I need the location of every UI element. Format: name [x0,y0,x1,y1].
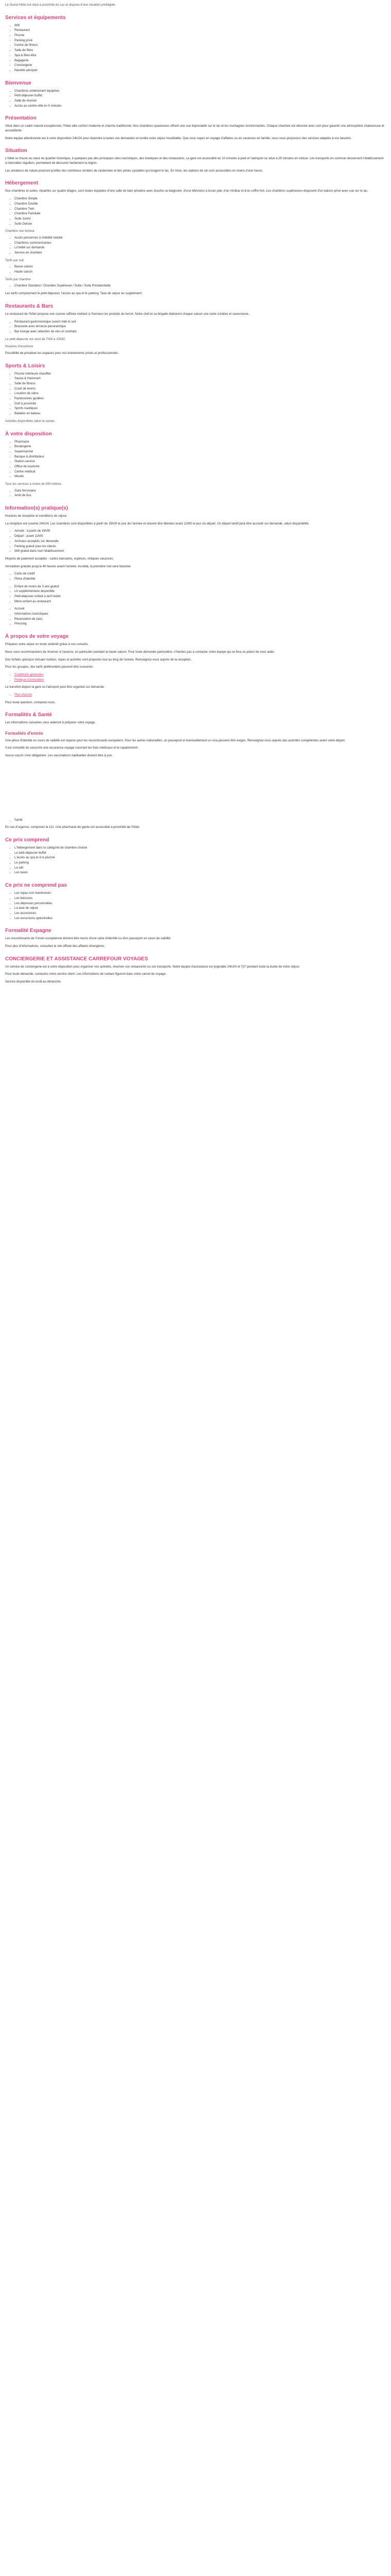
paragraph: Pour toute demande, contactez notre service client. Les informations de contact figurent dans votre carnet de voyage. [5,973,167,976]
section-title-included: Ce prix comprend [5,837,50,843]
list-item: • Accès au centre-ville en 5 minutes [14,104,386,109]
list-item: • Court de tennis [14,387,386,392]
list-item: • Petit-déjeuner buffet [14,94,386,98]
room-features-list [5,236,386,256]
spacer [5,761,386,818]
section-title-bienvenue: Bienvenue [5,80,31,86]
list-item: • Spa & Bien-être [14,54,386,58]
paragraph: Il est conseillé de souscrire une assurance voyage couvrant les frais médicaux et le rapatriement. [5,747,139,750]
list-item: • Boulangerie [14,445,386,449]
list-item: • Menu enfant au restaurant [14,600,386,604]
list-item: • Haute saison [14,270,386,275]
cancellation-link[interactable]: • Politique d'annulation [14,678,386,683]
list-item: • Chambre Standard / Chambre Supérieure / Suite / Suite Présidentielle [14,284,386,289]
section-title-apropos: À propos de votre voyage [5,634,69,640]
list-item: • Chambre Twin [14,207,386,212]
note: Tous les services à moins de 500 mètres. [5,483,62,486]
pratiques-list-c [5,585,386,604]
paragraph: Nos chambres et suites, réparties sur quatre étages, sont toutes équipées d'une salle de bain privative avec douche ou baignoire, d'une télévision à écran plat, d'un minibar et d'un coffre-fort. Les chambres supérieures disposent d'un balcon privé avec vue sur le lac. [5,190,368,193]
paragraph: Horaires de réception et conditions de séjour. [5,515,68,518]
list-item: • Chambres communicantes [14,241,386,246]
list-item: • Gare ferroviaire [14,489,386,494]
list-item: • Piscine [14,33,386,38]
paragraph: Nous vous recommandons de réserver à l'avance, en particulier pendant la haute saison. Pour toute demande particulière, n'hésitez pas à contacter notre équipe qui se fera un plaisir de vous aider. [5,650,275,654]
list-item: • Salle de fêtes [14,48,386,53]
list-item: • Pièce d'identité [14,577,386,582]
list-item: • Petit-déjeuner enfant à tarif réduit [14,595,386,599]
list-item: • Station-service [14,460,386,464]
section-title-presentation: Présentation [5,115,37,122]
paragraph: Pour toute question, contactez-nous. [5,701,56,704]
transport-list [5,489,386,498]
list-item: • Suite Deluxe [14,222,386,227]
list-item: • Supermarché [14,450,386,454]
rate-list [5,284,386,289]
restaurants-list [5,320,386,334]
section-title-proximite: À votre disposition [5,431,52,437]
note: Tarifs par nuit [5,259,24,262]
intro-text: Le Grand Hôtel est situé à proximité du Lac et dispose d'une situation privilégiée. [5,4,116,7]
list-item: • Le petit-déjeuner buffet [14,851,386,856]
list-item: • Les dépenses personnelles [14,902,386,906]
list-item: • Brasserie avec terrasse panoramique [14,325,386,329]
note: Le petit-déjeuner est servi de 7h00 à 10h30. [5,337,66,341]
list-item: • Accès personnes à mobilité réduite [14,236,386,241]
list-item: • Golf à proximité [14,402,386,406]
season-list [5,265,386,274]
list-item: • Les boissons [14,896,386,901]
access-map-link[interactable]: • Plan d'accès [14,693,386,698]
pratiques-list-d [5,607,386,626]
paragraph: Le restaurant de l'hôtel propose une cuisine raffinée mettant à l'honneur les produits du terroir. Notre chef et sa brigade élaborent chaque saison une carte créative et savoureuse. [5,312,250,316]
list-item: • Carte de crédit [14,572,386,577]
paragraph: Pour plus d'informations, consultez le site officiel des affaires étrangères. [5,944,105,948]
paragraph: Le transfert depuis la gare ou l'aéroport peut être organisé sur demande. [5,686,105,689]
paragraph: En cas d'urgence, composez le 112. Une pharmacie de garde est accessible à proximité de l'hôtel. [5,826,140,829]
list-item: • Bagagerie [14,59,386,63]
paragraph: Annulation gratuite jusqu'à 48 heures avant l'arrivée. Au-delà, la première nuit sera facturée. [5,565,132,568]
list-item: • Wifi gratuit dans tout l'établissement [14,549,386,554]
list-item: • Les taxes [14,871,386,875]
list-item: • Bar lounge avec sélection de vins et cocktails [14,330,386,334]
list-item: • Chambre Simple [14,197,386,201]
list-item: • Location de vélos [14,392,386,396]
note: Tarifs par chambre [5,278,31,281]
proximite-list [5,440,386,480]
paragraph: Les amateurs de nature pourront profiter des nombreux sentiers de randonnée et des pistes cyclables qui longent le lac. En hiver, les stations de ski sont accessibles en moins d'une heure. [5,169,263,173]
section-title-restaurants: Restaurants & Bars [5,303,53,309]
list-item: • Restaurant [14,28,386,33]
apropos-list-a [5,673,386,682]
paragraph: L'hôtel se trouve au cœur du quartier historique, à quelques pas des principaux sites touristiques, des boutiques et des restaurants. La gare est accessible en 10 minutes à pied et l'aéroport se situe à 25 minutes en voiture. Les transports en commun desservent l'établissement à intervalles réguliers, permettant de découvrir facilement la région. [5,157,384,165]
page [0,0,391,998]
list-item: • Parking gratuit pour les clients [14,545,386,549]
apropos-list-b [5,693,386,698]
list-item: • Sports nautiques [14,406,386,411]
section-title-formalites: Formalité Espagne [5,928,52,934]
note: Chambre non-fumeur [5,230,35,233]
sante-list [5,818,386,823]
paragraph: La réception est ouverte 24h/24. Les chambres sont disponibles à partir de 15h00 le jour de l'arrivée et doivent être libérées avant 11h00 le jour du départ. Un départ tardif peut être accordé sur demande, selon disponibilité. [5,522,309,526]
paragraph: Les tarifs comprennent le petit-déjeuner, l'accès au spa et le parking. Taxe de séjour en supplément. [5,292,142,296]
list-item: • Service en chambre [14,251,386,256]
list-item: • Restaurant gastronomique ouvert midi et soir [14,320,386,325]
list-item: • Réservation de taxis [14,617,386,622]
paragraph: Situé dans un cadre naturel exceptionnel, l'hôtel allie confort moderne et charme traditionnel. Nos chambres spacieuses offrent une vue imprenable sur le lac et les montagnes environnantes. Chaque chambre est décorée avec soin pour garantir une atmosphère chaleureuse et accueillante. [5,125,384,132]
paragraph: Un service de conciergerie est à votre disposition pour organiser vos activités, réserver vos restaurants ou vos transports. Notre équipe d'assistance est joignable 24h/24 et 7j/7 pendant toute la durée de votre séjour. [5,965,300,969]
list-item: • Chambre Double [14,202,386,207]
paragraph: Les informations suivantes vous aideront à préparer votre voyage. [5,721,96,725]
paragraph: Notre équipe attentionnée est à votre disposition 24h/24 pour répondre à toutes vos demandes et rendre votre séjour inoubliable. Que vous soyez en voyage d'affaires ou en vacances en famille, nous vous proposons des services adaptés à vos besoins. [5,137,352,140]
list-item: • Lit supplémentaire disponible [14,589,386,594]
paragraph: Préparez votre séjour en toute sérénité grâce à nos conseils. [5,643,89,647]
list-item: • L'hébergement dans la catégorie de chambre choisie [14,846,386,851]
list-item: • Santé [14,818,386,823]
list-item: • Sauna & Hammam [14,377,386,381]
list-item: • Randonnées guidées [14,397,386,401]
section-title-hebergement: Hébergement [5,180,38,187]
paragraph: Une pièce d'identité en cours de validité est requise pour les ressortissants européens. Pour les autres nationalités, un passeport et éventuellement un visa peuvent être exigés. Renseignez-vous auprès des autorités compétentes avant votre départ. [5,739,346,742]
list-item: • La taxe de séjour [14,906,386,911]
bienvenue-list [5,89,386,109]
section-title-situation: Situation [5,148,27,154]
section-title-sante: Formalités & Santé [5,712,52,718]
note: Horaires d'ouverture [5,345,34,349]
list-item: • Pharmacie [14,440,386,445]
list-item: • Pressing [14,622,386,626]
not-included-list [5,891,386,921]
section-title-services: Services et équipements [5,14,66,21]
list-item: • Musée [14,474,386,479]
list-item: • Conciergerie [14,63,386,68]
section-title-conciergerie: CONCIERGERIE ET ASSISTANCE CARREFOUR VOYAGES [5,956,148,962]
paragraph: Moyens de paiement acceptés : cartes bancaires, espèces, chèques vacances. [5,557,114,561]
pratiques-list-a [5,529,386,553]
list-item: • Chambres entièrement équipées [14,89,386,94]
list-item: • Balades en bateau [14,412,386,416]
note: Activités disponibles selon la saison. [5,419,56,423]
list-item: • Navette aéroport [14,69,386,73]
list-item: • Piscine intérieure chauffée [14,372,386,377]
included-list [5,846,386,875]
list-item: • Informations touristiques [14,612,386,617]
paragraph: Les ressortissants de l'Union européenne doivent être munis d'une carte d'identité ou d'un passeport en cours de validité. [5,937,171,941]
list-item: • Enfant de moins de 3 ans gratuit [14,585,386,589]
section-title-sports: Sports & Loisirs [5,363,45,369]
paragraph: Service disponible du lundi au dimanche. [5,980,62,984]
list-item: • Animaux acceptés sur demande [14,539,386,544]
list-item: • Les assurances [14,911,386,916]
list-item: • Parking privé [14,39,386,43]
list-item: • Centre de fitness [14,43,386,48]
list-item: • Les repas non mentionnés [14,891,386,896]
list-item: • Chambre Familiale [14,212,386,216]
section-title-not-included: Ce prix ne comprend pas [5,883,67,889]
list-item: • L'accès au spa et à la piscine [14,856,386,860]
list-item: • Centre médical [14,470,386,474]
subsection-title: Formalités d'entrée [5,731,43,736]
services-list [5,24,386,73]
paragraph: Des forfaits spéciaux incluant nuitées, repas et activités sont proposés tout au long de l'année. Renseignez-vous auprès de la réception. [5,658,192,662]
list-item: • Le parking [14,861,386,866]
sports-list [5,372,386,416]
list-item: • Suite Junior [14,217,386,222]
list-item: • Lit bébé sur demande [14,246,386,250]
paragraph: Pour les groupes, des tarifs préférentiels peuvent être consentis. [5,666,94,669]
paragraph: Aucun vaccin n'est obligatoire. Les vaccinations habituelles doivent être à jour. [5,754,113,757]
list-item: • Basse saison [14,265,386,269]
list-item: • Les excursions optionnelles [14,917,386,921]
paragraph: Possibilité de privatiser les espaces pour vos événements privés et professionnels. [5,351,119,355]
room-types-list [5,197,386,226]
conditions-link[interactable]: • Conditions générales [14,673,386,677]
list-item: • Salle de fitness [14,382,386,386]
list-item: • Office de tourisme [14,465,386,469]
list-item: • Banque & distributeur [14,455,386,460]
pratiques-list-b [5,572,386,581]
section-title-pratiques: Information(s) pratique(s) [5,505,68,512]
list-item: • Wifi [14,24,386,28]
list-item: • Le wifi [14,866,386,871]
list-item: • Départ : avant 11h00 [14,534,386,539]
list-item: • Arrêt de bus [14,494,386,498]
list-item: • Accueil [14,607,386,612]
list-item: • Salle de réunion [14,99,386,104]
list-item: • Arrivée : à partir de 15h00 [14,529,386,534]
